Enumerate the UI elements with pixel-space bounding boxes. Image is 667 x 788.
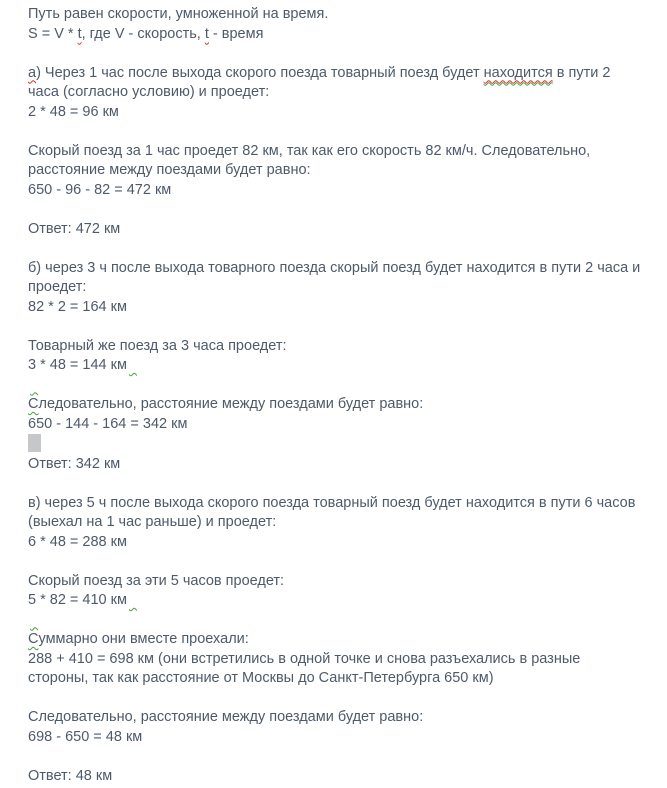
blank-line (28, 747, 643, 767)
grammar-mark: С (28, 396, 39, 412)
text-line: Суммарно они вместе проехали: (28, 631, 249, 647)
text-line: 288 + 410 = 698 км (они встретились в одной точке и снова разъехались в разные стороны, так как расстояние от Москвы до Санкт-Петербурга 650 км) (28, 650, 585, 686)
text-line: Скорый поезд за 1 час проедет 82 км, так как его скорость 82 км/ч. Следовательно, расстояние между поездами будет равно: (28, 142, 595, 178)
squiggle-green-mark (30, 611, 38, 631)
text-line: б) через 3 ч после выхода товарного поезда скорый поезд будет находится в пути 2 часа и проедет: (28, 259, 645, 295)
text-line: Путь равен скорости, умноженной на время. (28, 6, 329, 22)
blank-line (28, 689, 643, 709)
selection-block (28, 434, 41, 452)
spelling-mark: t (77, 25, 82, 42)
text-line: Скорый поезд за эти 5 часов проедет: (28, 572, 285, 589)
text-line: 650 - 96 - 82 = 472 км (28, 181, 172, 198)
text-line: 650 - 144 - 164 = 342 км (28, 415, 188, 432)
blank-line (28, 239, 643, 259)
text-line: Следовательно, расстояние между поездами будет равно: (28, 396, 424, 412)
grammar-mark: находится (483, 64, 553, 81)
grammar-mark: С (28, 631, 39, 647)
blank-line (28, 376, 643, 396)
blank-line (28, 611, 643, 631)
text-line: 2 * 48 = 96 км (28, 103, 119, 120)
text-line: 5 * 82 = 410 км (28, 591, 643, 611)
text-line: 82 * 2 = 164 км (28, 298, 127, 315)
blank-line (28, 44, 643, 64)
misspelled-word (484, 65, 553, 81)
squiggle-green-mark (30, 376, 38, 396)
blank-line (28, 552, 643, 572)
spelling-mark: а (28, 64, 37, 81)
spelling-mark: t (204, 25, 209, 42)
selection-line (28, 434, 643, 455)
blank-line (28, 200, 643, 220)
text-line: 6 * 48 = 288 км (28, 533, 127, 550)
text-line: а) Через 1 час после выхода скорого поезда товарный поезд будет находится в пути 2 часа (согласно условию) и проедет: (28, 64, 615, 100)
text-line: в) через 5 ч после выхода скорого поезда товарный поезд будет находится в пути 6 часов (выехал на 1 час раньше) и проедет: (28, 494, 640, 530)
text-line: S = V * t, где V - скорость, t - время (28, 25, 264, 42)
blank-line (28, 317, 643, 337)
blank-line (28, 474, 643, 494)
squiggle-green-mark (129, 356, 137, 376)
text-line: Ответ: 472 км (28, 220, 121, 237)
text-line: Следовательно, расстояние между поездами будет равно: (28, 709, 424, 725)
blank-line (28, 122, 643, 142)
squiggle-green-mark (129, 591, 137, 611)
text-line: 698 - 650 = 48 км (28, 728, 143, 745)
text-line: 3 * 48 = 144 км (28, 356, 643, 376)
text-line: Ответ: 48 км (28, 767, 113, 784)
text-line: Ответ: 342 км (28, 455, 121, 472)
text-line: Товарный же поезд за 3 часа проедет: (28, 337, 287, 354)
